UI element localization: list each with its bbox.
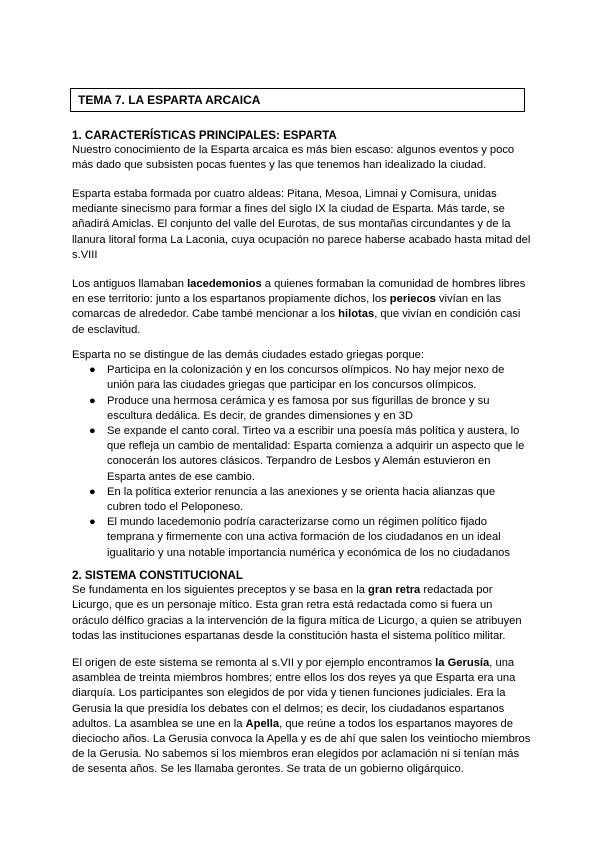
section-1-paragraph-4: Esparta no se distingue de las demás ciudades estado griegas porque:	[72, 349, 425, 361]
list-item-text: Se expande el canto coral. Tirteo va a escribir una poesía más política y austera, lo que refleja un cambio de mentalidad: Esparta comienza a adquirir un aspecto que le conocerán los autores clásicos. Terpandro de Lesbos y Alemán estuvieron en Esparta antes de ese cambio.	[107, 425, 525, 483]
list-item-text: Participa en la colonización y en los concursos olímpicos. No hay mejor nexo de unión para las ciudades griegas que participar en los concursos olímpicos.	[107, 364, 505, 392]
section-1	[72, 128, 532, 174]
bullet-icon: ●	[89, 364, 96, 377]
p3-text-1: Los antiguos llamaban	[72, 278, 188, 290]
list-item-text: Produce una hermosa cerámica y es famosa por sus figurillas de bronce y su escultura dedálica. Es decir, de grandes dimensiones y en 3D	[107, 394, 490, 422]
section-2-paragraph-1	[72, 583, 532, 644]
s2p1-text-2: redactada por Licurgo, que es un personaje mítico. Esta gran retra está redactada como si fuera un oráculo délfico gracias a la intervención de la figura mítica de Licurgo, a quien se atribuyen todas las instituciones espartanas desde la constitución hasta el sistema político militar.	[72, 584, 522, 642]
section-1-list-block	[72, 348, 532, 561]
bullet-icon: ●	[89, 516, 96, 529]
list-item	[72, 515, 532, 561]
section-1-heading: 1. CARACTERÍSTICAS PRINCIPALES: ESPARTA	[72, 129, 337, 142]
section-2	[72, 568, 532, 644]
section-1-paragraph-2-block	[72, 187, 532, 263]
bullet-icon: ●	[89, 485, 96, 498]
list-item	[72, 424, 532, 485]
list-item	[72, 485, 532, 515]
section-1-paragraph-3	[72, 277, 532, 338]
list-item-text: El mundo lacedemonio podría caracterizarse como un régimen político fijado temprana y firmemente con una activa formación de los ciudadanos en un ideal igualitario y una notable importancia numérica y económica de los no ciudadanos	[107, 516, 510, 559]
term-gerusia: la Gerusía	[435, 657, 490, 669]
list-item-text: En la política exterior renuncia a las anexiones y se orienta hacia alianzas que cubren todo el Peloponeso.	[107, 485, 496, 514]
list-item	[72, 394, 532, 424]
document-title: TEMA 7. LA ESPARTA ARCAICA	[78, 93, 261, 107]
term-hilotas: hilotas	[338, 308, 375, 321]
bullet-list	[72, 363, 532, 561]
bullet-icon: ●	[89, 425, 96, 438]
s2p2-text-3: , que reúne a todos los espartanos mayores de dieciocho años. La Gerusia convoca la Apella y es de ahí que salen los veintiocho miembros de la Gerusia. No sabemos si los miembros eran elegidos por aclamación ni si tenían más de sesenta años. Se les llamaba gerontes. Se trata de un gobierno oligárquico.	[72, 717, 531, 776]
p3-text-4: , que vivían en condición casi de esclavitud.	[72, 308, 521, 336]
term-apella: Apella	[245, 717, 280, 730]
section-2-paragraph-2-block	[72, 656, 532, 778]
p3-text-2: a quienes formaban la comunidad de hombres libres en ese territorio: junto a los espartanos propiamente dichos, los	[72, 278, 526, 306]
section-1-paragraph-1: Nuestro conocimiento de la Esparta arcaica es más bien escaso: algunos eventos y poco más dado que subsisten pocas fuentes y las que tenemos han idealizado la ciudad.	[72, 144, 515, 172]
list-item	[72, 363, 532, 393]
section-1-paragraph-3-block	[72, 277, 532, 338]
term-lacedemonios: lacedemonios	[187, 278, 262, 290]
title-box	[70, 88, 525, 112]
s2p1-text-1: Se fundamenta en los siguientes preceptos y se basa en la	[72, 584, 369, 597]
s2p2-text-2: , una asamblea de treinta miembros hombres; entre ellos los dos reyes ya que Esparta era una diarquía. Los participantes son elegidos de por vida y tienen funciones judiciales. Era la Gerusia la que presidía los debates con el delmos; es decir, los ciudadanos espartanos adultos. La asamblea se une en la	[72, 657, 516, 730]
section-1-paragraph-2: Esparta estaba formada por cuatro aldeas: Pitana, Mesoa, Limnai y Comisura, unidas mediante sinecismo para formar a fines del siglo IX la ciudad de Esparta. Más tarde, se añadirá Amiclas. El conjunto del valle del Eurotas, de sus montañas circundantes y de la llanura litoral forma La Laconia, cuya ocupación no parece haberse acabado hasta mitad del s.VIII	[72, 188, 531, 261]
term-gran-retra: gran retra	[368, 584, 421, 597]
term-periecos: periecos	[389, 293, 436, 306]
section-2-paragraph-2	[72, 656, 532, 778]
section-2-heading: 2. SISTEMA CONSTITUCIONAL	[72, 569, 243, 582]
bullet-icon: ●	[89, 394, 96, 407]
p3-text-3: vivían en las comarcas de alrededor. Cabe també mencionar a los	[72, 293, 502, 321]
s2p2-text-1: El origen de este sistema se remonta al s.VII y por ejemplo encontramos	[72, 657, 436, 669]
